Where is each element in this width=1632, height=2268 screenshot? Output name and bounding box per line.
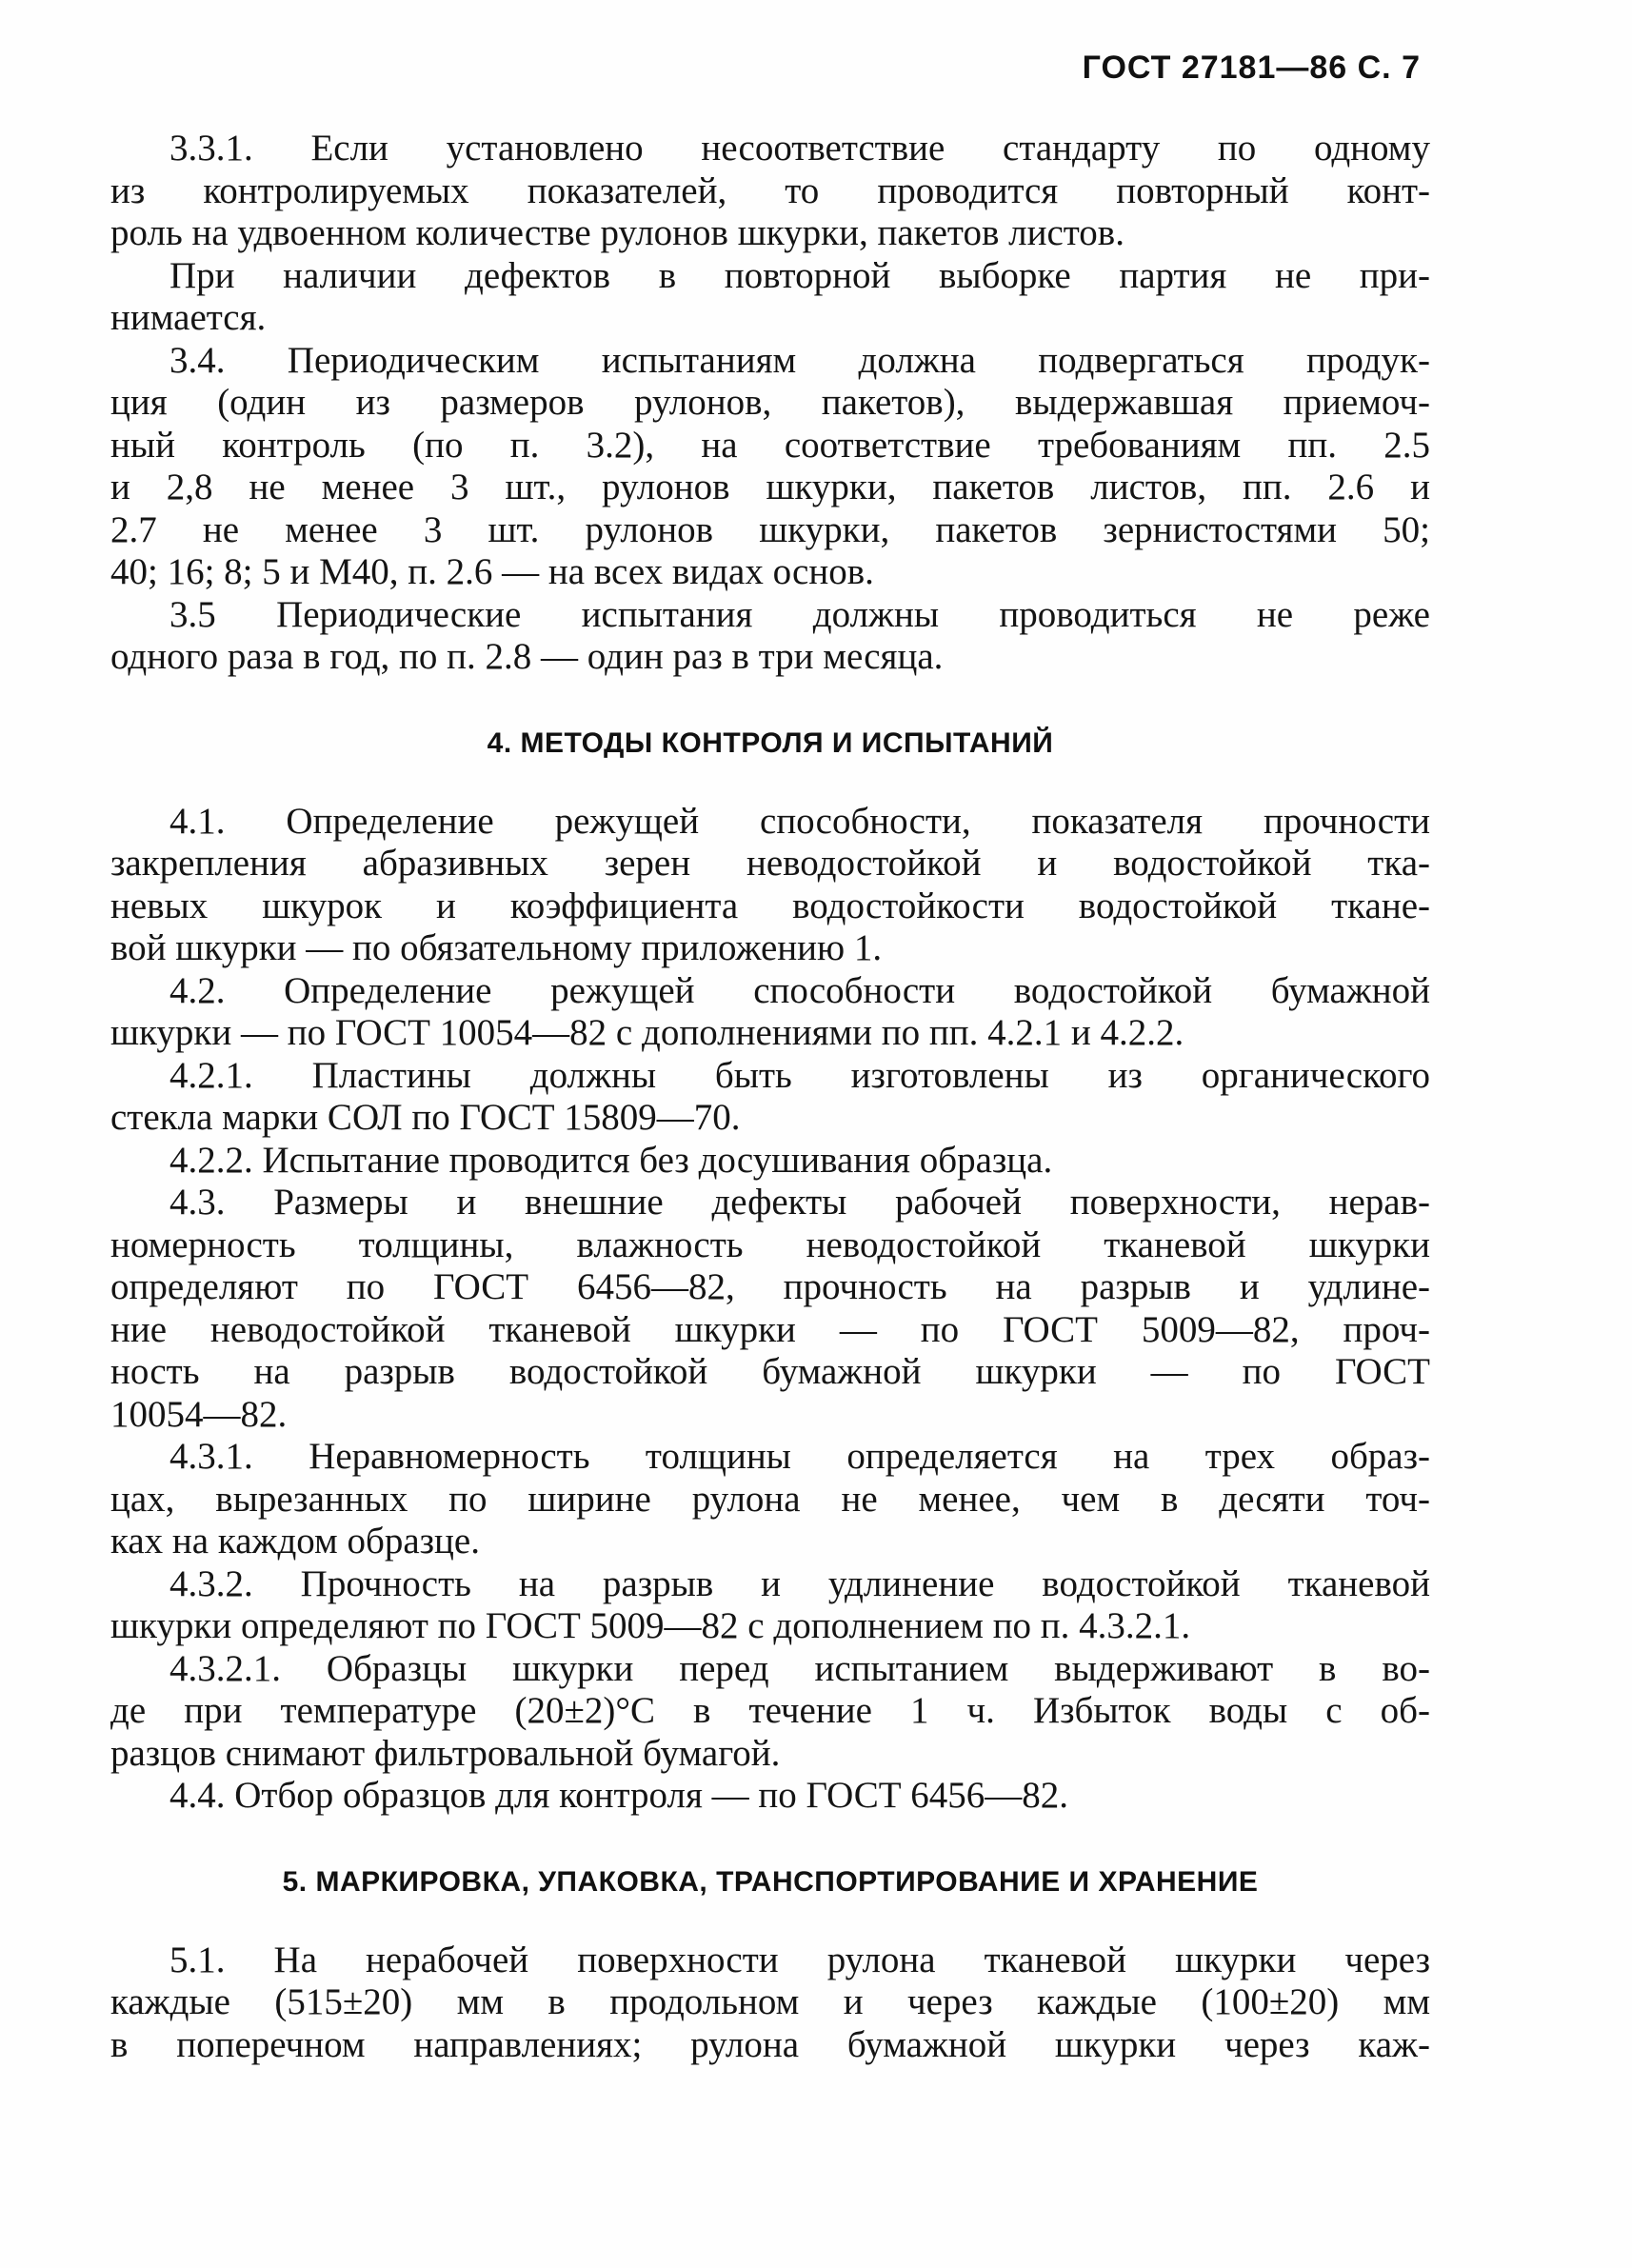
text-line: ках на каждом образце. (110, 1521, 480, 1562)
paragraph (110, 1055, 1430, 1140)
text-line: определяют по ГОСТ 6456—82, прочность на разрыв и удлине- (110, 1266, 1430, 1307)
text-line: 4.2. Определение режущей способности водостойкой бумажной (169, 969, 1430, 1011)
paragraph (110, 970, 1430, 1055)
paragraph (110, 128, 1430, 255)
section-heading: 4. МЕТОДЫ КОНТРОЛЯ И ИСПЫТАНИЙ (487, 726, 1054, 759)
text-line: ность на разрыв водостойкой бумажной шкурки — по ГОСТ (110, 1351, 1430, 1392)
paragraph (110, 1563, 1430, 1648)
text-line: де при температуре (20±2)°С в течение 1 ч. Избыток воды с об- (110, 1690, 1430, 1731)
paragraph (110, 340, 1430, 594)
text-line: 4.2.1. Пластины должны быть изготовлены из органического (169, 1054, 1430, 1096)
paragraph (110, 1436, 1430, 1563)
section-heading: 5. МАРКИРОВКА, УПАКОВКА, ТРАНСПОРТИРОВАНИЕ И ХРАНЕНИЕ (282, 1865, 1259, 1898)
text-line: роль на удвоенном количестве рулонов шкурки, пакетов листов. (110, 212, 1124, 253)
text-line: нимается. (110, 297, 267, 338)
text-line: 3.3.1. Если установлено несоответствие стандарту по одному (169, 128, 1430, 169)
text-line: невых шкурок и коэффициента водостойкости водостойкой ткане- (110, 885, 1430, 926)
page-header: ГОСТ 27181—86 С. 7 (1082, 50, 1421, 86)
text-line: ция (один из размеров рулонов, пакетов), выдержавшая приемоч- (110, 382, 1430, 423)
paragraph (110, 255, 1430, 340)
text-line: 4.1. Определение режущей способности, показателя прочности (169, 800, 1430, 842)
text-line: 4.3.1. Неравномерность толщины определяется на трех образ- (169, 1436, 1430, 1477)
text-line: 2.7 не менее 3 шт. рулонов шкурки, пакетов зернистостями 50; (110, 508, 1430, 550)
paragraph (110, 1775, 1430, 1818)
text-line: 4.3. Размеры и внешние дефекты рабочей поверхности, нерав- (169, 1182, 1430, 1223)
text-line: 4.2.2. Испытание проводится без досушивания образца. (169, 1139, 1053, 1181)
text-line: 3.5 Периодические испытания должны проводиться не реже (169, 593, 1430, 635)
text-line: из контролируемых показателей, то проводится повторный конт- (110, 169, 1430, 211)
paragraph (110, 594, 1430, 679)
text-line: ный контроль (по п. 3.2), на соответствие требованиям пп. 2.5 (110, 424, 1430, 466)
text-line: и 2,8 не менее 3 шт., рулонов шкурки, пакетов листов, пп. 2.6 и (110, 467, 1430, 507)
text-line: При наличии дефектов в повторной выборке партия не при- (169, 254, 1430, 296)
text-line: 10054—82. (110, 1393, 288, 1435)
text-line: номерность толщины, влажность неводостойкой тканевой шкурки (110, 1224, 1430, 1265)
text-line: вой шкурки — по обязательному приложению 1. (110, 927, 883, 968)
text-line: одного раза в год, по п. 2.8 — один раз в три месяца. (110, 636, 944, 677)
document-body (110, 128, 1430, 2066)
paragraph (110, 801, 1430, 970)
text-line: 3.4. Периодическим испытаниям должна подвергаться продук- (169, 339, 1430, 381)
text-line: каждые (515±20) мм в продольном и через каждые (100±20) мм (110, 1981, 1430, 2022)
paragraph (110, 1648, 1430, 1776)
text-line: 4.3.2.1. Образцы шкурки перед испытанием выдерживают в во- (169, 1647, 1430, 1689)
paragraph (110, 1140, 1430, 1183)
text-line: 4.4. Отбор образцов для контроля — по ГОСТ 6456—82. (169, 1775, 1069, 1816)
text-line: цах, вырезанных по ширине рулона не менее, чем в десяти точ- (110, 1478, 1430, 1520)
text-line: 40; 16; 8; 5 и М40, п. 2.6 — на всех видах основ. (110, 551, 874, 592)
text-line: закрепления абразивных зерен неводостойкой и водостойкой тка- (110, 843, 1430, 884)
text-line: ние неводостойкой тканевой шкурки — по ГОСТ 5009—82, проч- (110, 1308, 1430, 1350)
text-line: шкурки — по ГОСТ 10054—82 с дополнениями по пп. 4.2.1 и 4.2.2. (110, 1012, 1184, 1053)
paragraph (110, 1182, 1430, 1436)
text-line: шкурки определяют по ГОСТ 5009—82 с дополнением по п. 4.3.2.1. (110, 1605, 1191, 1646)
text-line: в поперечном направлениях; рулона бумажной шкурки через каж- (110, 2023, 1430, 2065)
text-line: 5.1. На нерабочей поверхности рулона тканевой шкурки через (169, 1939, 1430, 1980)
paragraph (110, 1940, 1430, 2067)
text-line: 4.3.2. Прочность на разрыв и удлинение водостойкой тканевой (169, 1562, 1430, 1604)
text-line: разцов снимают фильтровальной бумагой. (110, 1732, 781, 1774)
text-line: стекла марки СОЛ по ГОСТ 15809—70. (110, 1097, 741, 1138)
